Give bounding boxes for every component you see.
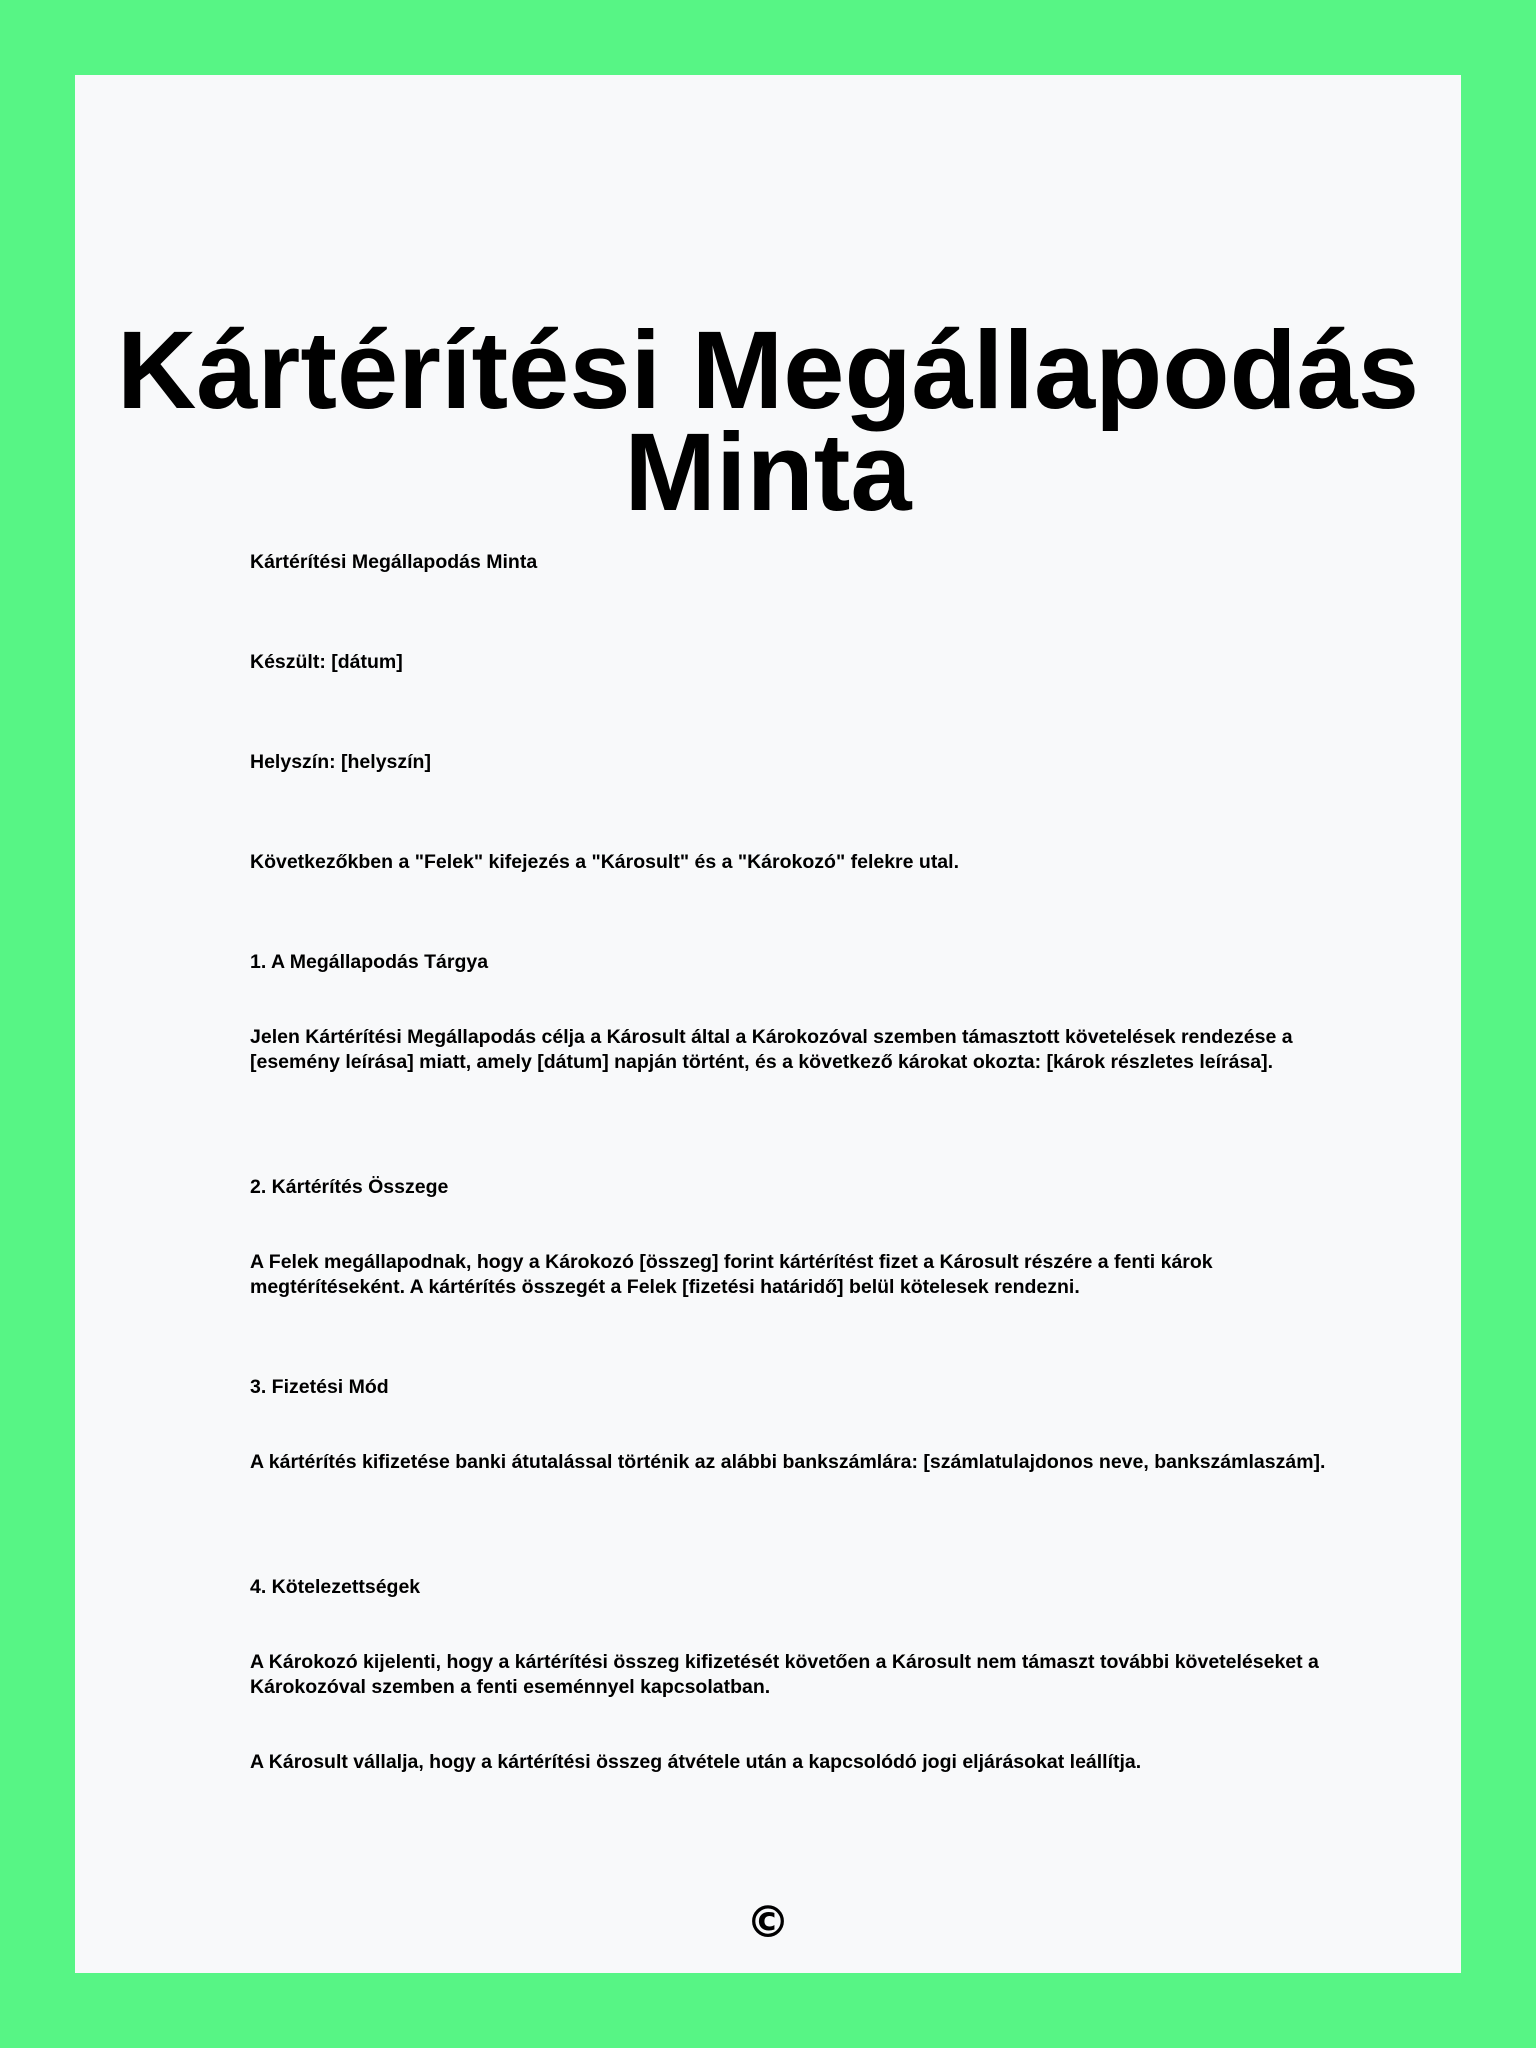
section-2-paragraph: A Felek megállapodnak, hogy a Károkozó [összeg] forint kártérítést fizet a Károsult részére a fenti károk megtérítéseként. A kártérítés összegét a Felek [fizetési határidő] belül kötelesek rendezni. xyxy=(250,1251,1213,1298)
document-heading: Kártérítési Megállapodás Minta xyxy=(250,551,538,573)
section-1-heading: 1. A Megállapodás Tárgya xyxy=(250,951,489,973)
section-1-paragraph: Jelen Kártérítési Megállapodás célja a Károsult által a Károkozóval szemben támasztott követelések rendezése a [esemény leírása] miatt, amely [dátum] napján történt, és a következő károkat okozta: [károk részletes leírása]. xyxy=(250,1026,1293,1073)
copyright-icon: © xyxy=(746,1897,790,1948)
section-2-heading: 2. Kártérítés Összege xyxy=(250,1176,449,1198)
page-title: Kártérítési Megállapodás Minta xyxy=(116,309,1420,534)
intro-paragraph: Következőkben a "Felek" kifejezés a "Károsult" és a "Károkozó" felekre utal. xyxy=(250,851,959,873)
document-page xyxy=(75,75,1461,1973)
section-4-paragraph-1: A Károkozó kijelenti, hogy a kártérítési összeg kifizetését követően a Károsult nem támaszt további követeléseket a Károkozóval szemben a fenti eseménnyel kapcsolatban. xyxy=(250,1651,1319,1698)
section-4-heading: 4. Kötelezettségek xyxy=(250,1576,421,1598)
section-3-paragraph: A kártérítés kifizetése banki átutalással történik az alábbi bankszámlára: [számlatulajdonos neve, bankszámlaszám]. xyxy=(250,1451,1326,1473)
section-3-heading: 3. Fizetési Mód xyxy=(250,1376,389,1398)
prepared-date: Készült: [dátum] xyxy=(250,651,403,673)
section-4-paragraph-2: A Károsult vállalja, hogy a kártérítési összeg átvétele után a kapcsolódó jogi eljárásokat leállítja. xyxy=(250,1751,1142,1773)
location: Helyszín: [helyszín] xyxy=(250,751,431,773)
